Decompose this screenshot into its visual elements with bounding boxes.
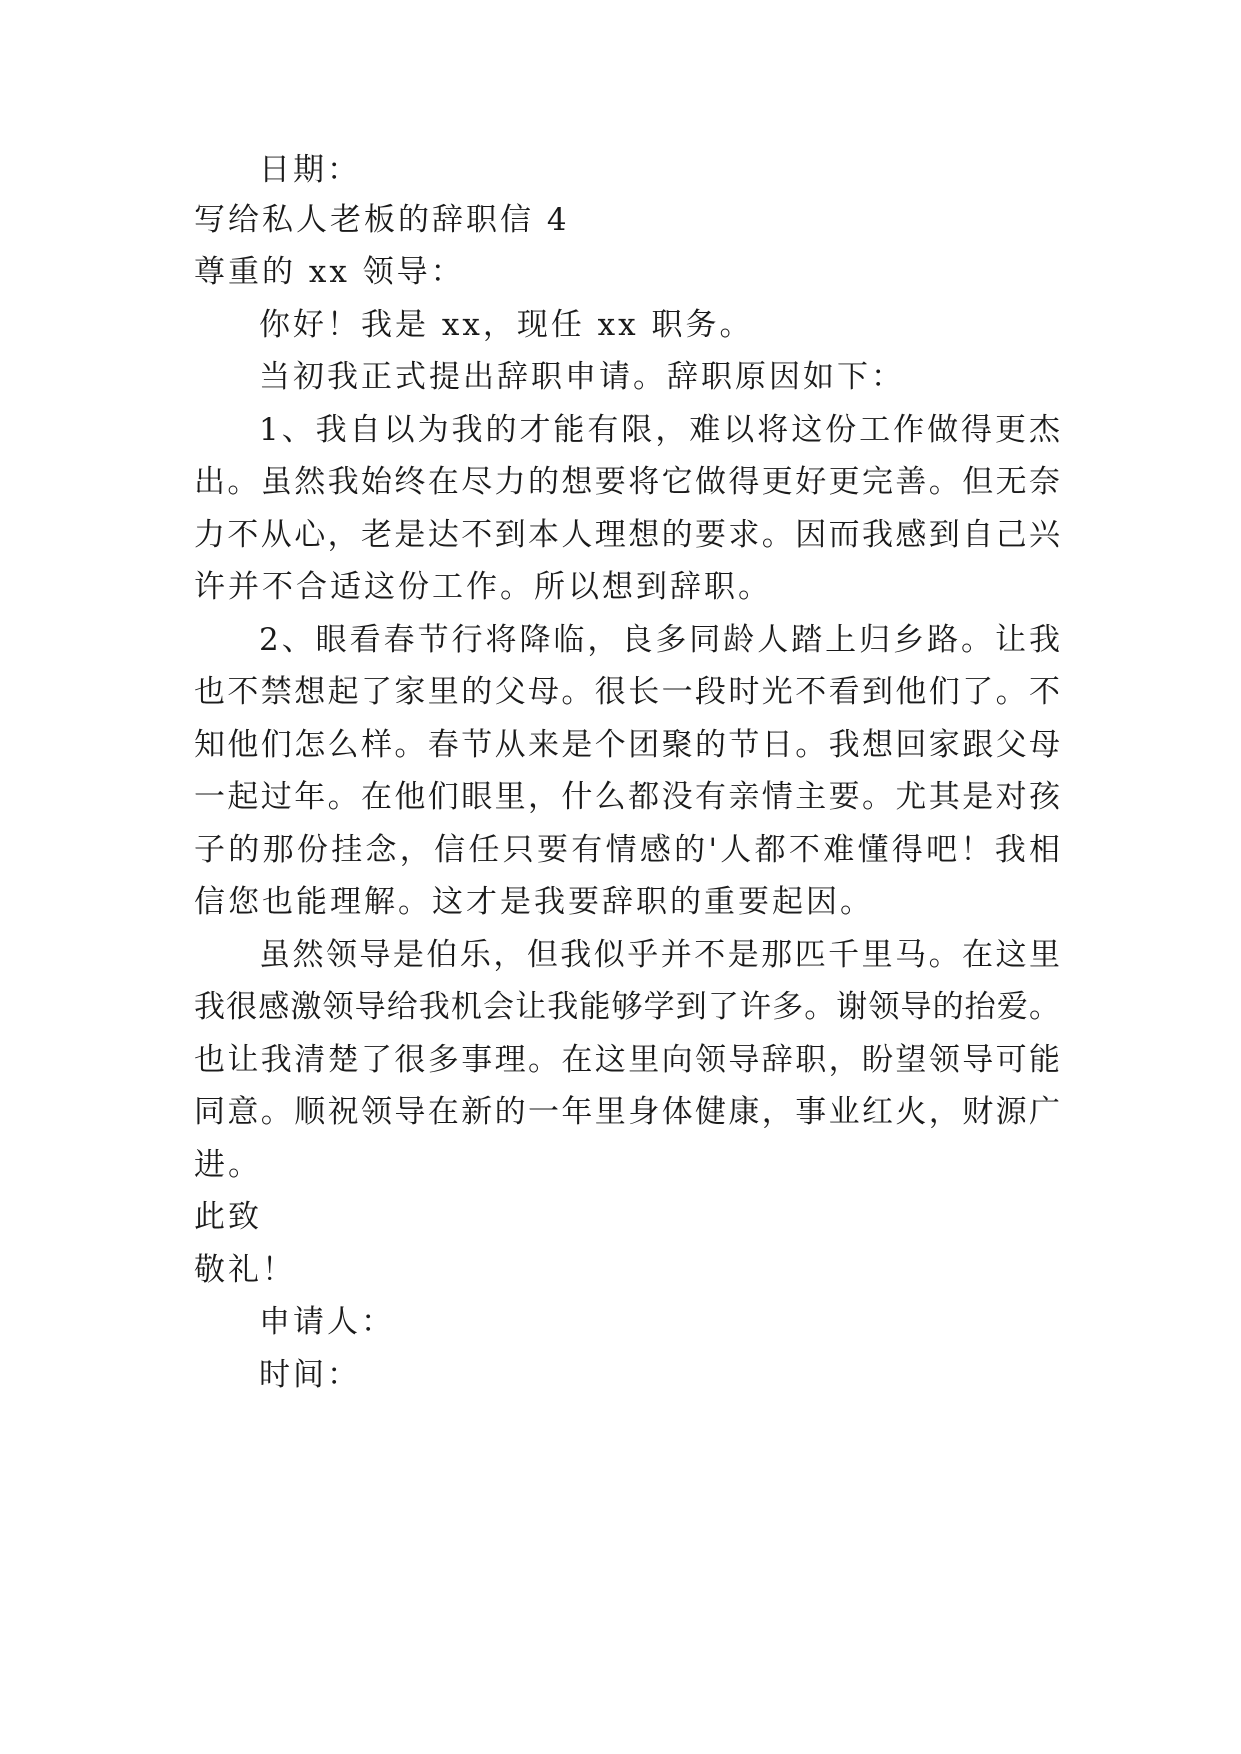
applicant-label: 申请人：: [259, 1304, 395, 1340]
closing-line: 虽然领导是伯乐，但我似乎并不是那匹千里马。在这里: [259, 937, 1060, 973]
reason2-line: 信您也能理解。这才是我要辞职的重要起因。: [194, 884, 874, 920]
greeting-paragraph: 你好！我是 xx，现任 xx 职务。: [259, 307, 754, 343]
reason2-line: 子的那份挂念，信任只要有情感的'人都不难懂得吧！我相: [194, 832, 1060, 868]
closing-line: 同意。顺祝领导在新的一年里身体健康，事业红火，财源广: [194, 1094, 1060, 1130]
reason1-line: 出。虽然我始终在尽力的想要将它做得更好更完善。但无奈: [194, 464, 1060, 500]
closing-line: 也让我清楚了很多事理。在这里向领导辞职，盼望领导可能: [194, 1042, 1060, 1078]
sign-off-jingli: 敬礼！: [194, 1252, 296, 1288]
closing-line: 我很感激领导给我机会让我能够学到了许多。谢领导的抬爱。: [194, 989, 1060, 1025]
intro-paragraph: 当初我正式提出辞职申请。辞职原因如下：: [259, 359, 905, 395]
reason2-line: 也不禁想起了家里的父母。很长一段时光不看到他们了。不: [194, 674, 1060, 710]
date-label: 日期：: [259, 152, 361, 188]
salutation: 尊重的 xx 领导：: [194, 254, 465, 290]
time-label: 时间：: [259, 1357, 361, 1393]
reason1-line: 力不从心，老是达不到本人理想的要求。因而我感到自己兴: [194, 517, 1060, 553]
reason2-line: 2、眼看春节行将降临，良多同龄人踏上归乡路。让我: [259, 622, 1060, 658]
reason1-line: 许并不合适这份工作。所以想到辞职。: [194, 569, 772, 605]
sign-off-cizhi: 此致: [194, 1199, 262, 1235]
letter-title: 写给私人老板的辞职信 4: [194, 202, 570, 238]
reason2-line: 一起过年。在他们眼里，什么都没有亲情主要。尤其是对孩: [194, 779, 1060, 815]
reason1-line: 1、我自以为我的才能有限，难以将这份工作做得更杰: [259, 412, 1060, 448]
reason2-line: 知他们怎么样。春节从来是个团聚的节日。我想回家跟父母: [194, 727, 1060, 763]
closing-line: 进。: [194, 1147, 262, 1183]
